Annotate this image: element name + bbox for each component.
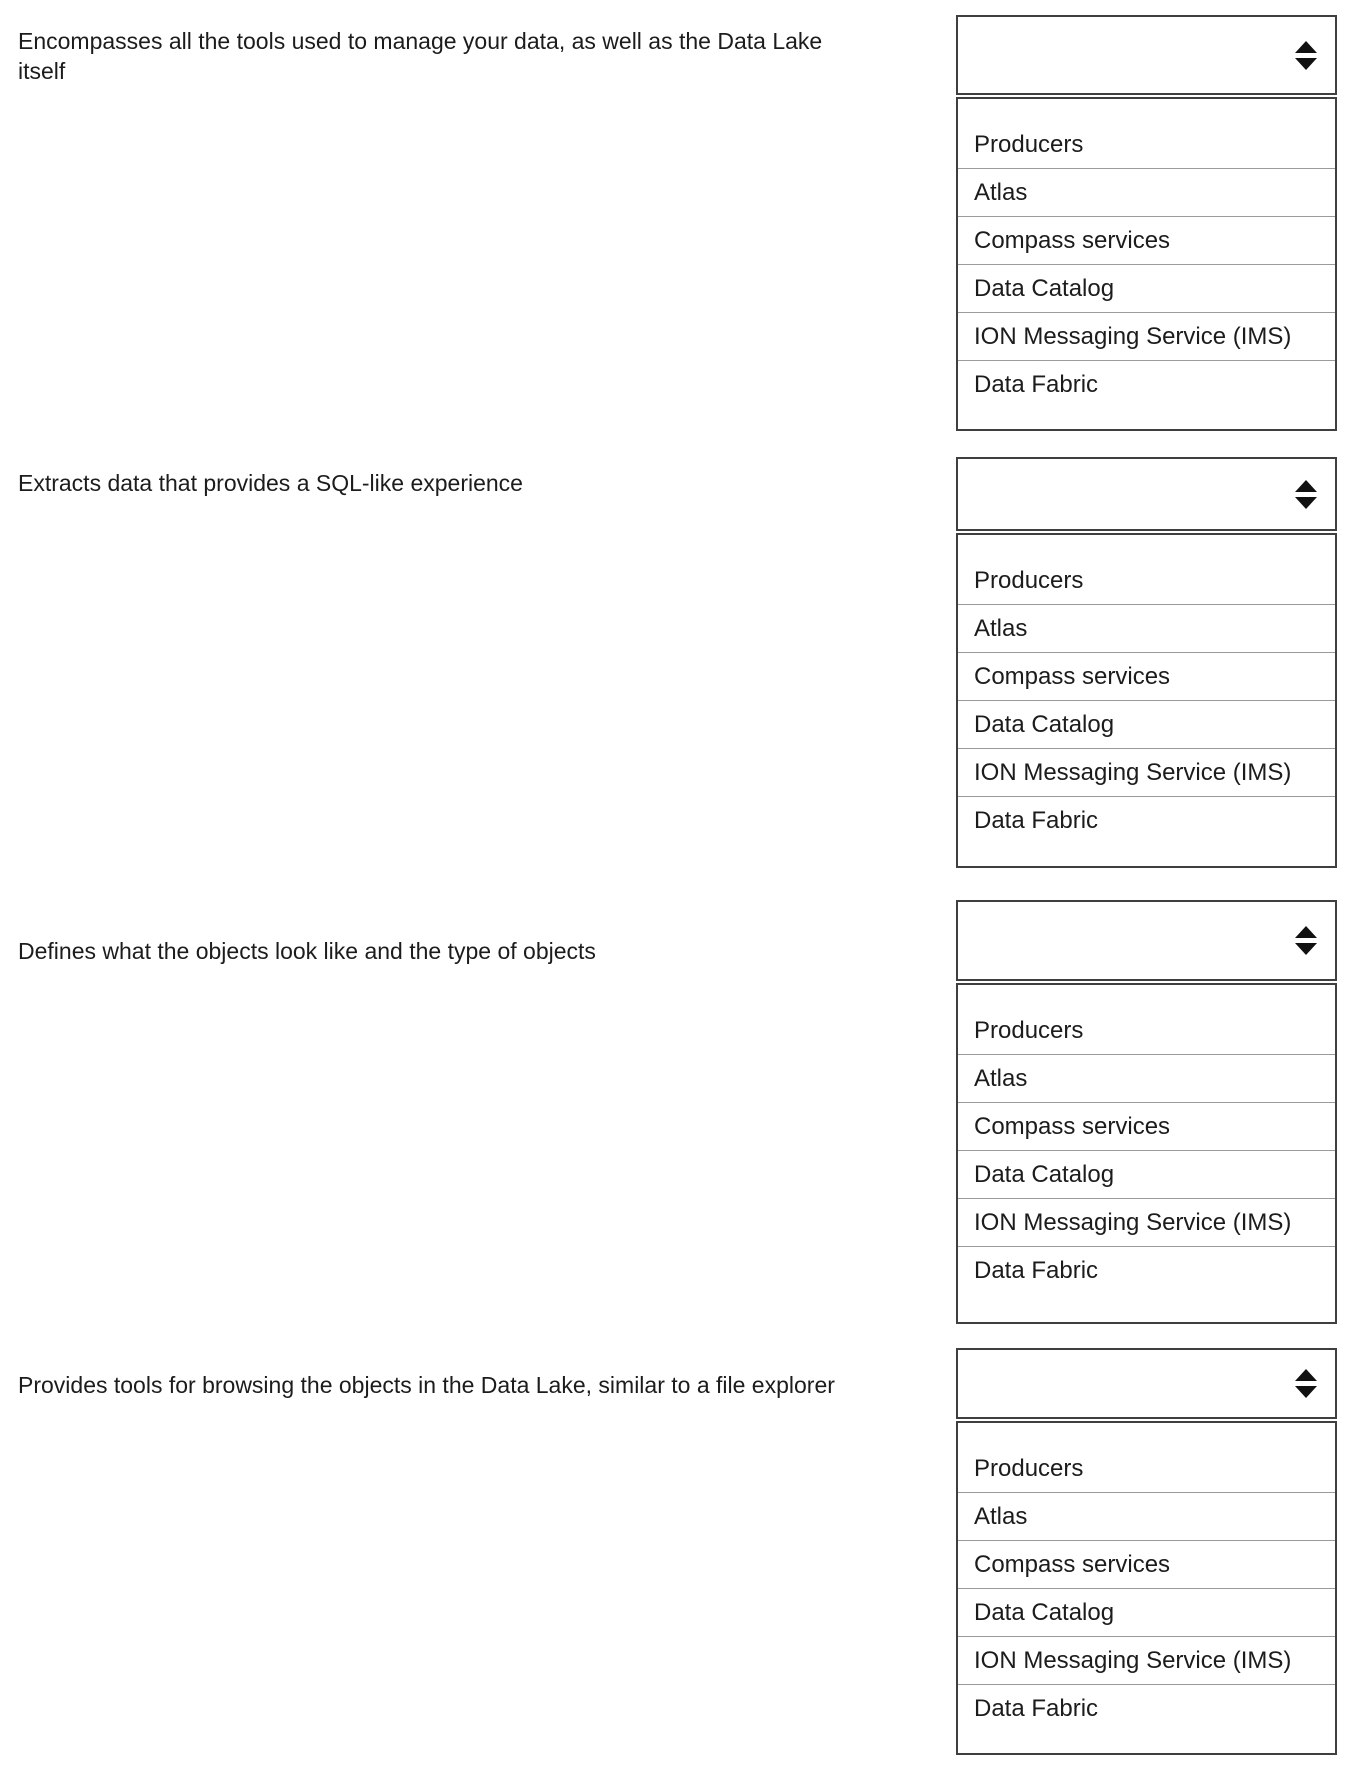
updown-arrow-icon — [1295, 480, 1317, 509]
option-item[interactable]: Data Catalog — [958, 264, 1335, 312]
option-item[interactable]: Atlas — [958, 604, 1335, 652]
option-item[interactable]: Data Fabric — [958, 796, 1335, 844]
option-item[interactable]: ION Messaging Service (IMS) — [958, 312, 1335, 360]
arrow-up-icon — [1295, 480, 1317, 492]
option-item[interactable]: Atlas — [958, 1054, 1335, 1102]
option-item[interactable]: Compass services — [958, 1540, 1335, 1588]
question-prompt: Defines what the objects look like and the type of objects — [18, 938, 596, 964]
answer-select[interactable] — [956, 15, 1337, 95]
option-item[interactable]: ION Messaging Service (IMS) — [958, 748, 1335, 796]
option-item[interactable]: Data Catalog — [958, 1150, 1335, 1198]
question-prompt: Encompasses all the tools used to manage your data, as well as the Data Lake itself — [18, 28, 823, 84]
question-prompt: Extracts data that provides a SQL-like experience — [18, 470, 523, 496]
answer-select[interactable] — [956, 900, 1337, 981]
question-prompt: Provides tools for browsing the objects in the Data Lake, similar to a file explorer — [18, 1372, 835, 1398]
arrow-down-icon — [1295, 943, 1317, 955]
answer-options-listbox[interactable] — [956, 1421, 1337, 1755]
arrow-up-icon — [1295, 926, 1317, 938]
arrow-up-icon — [1295, 1369, 1317, 1381]
option-item[interactable]: Producers — [974, 1017, 1084, 1044]
option-item[interactable]: Data Catalog — [958, 700, 1335, 748]
arrow-down-icon — [1295, 1386, 1317, 1398]
option-item[interactable]: ION Messaging Service (IMS) — [958, 1198, 1335, 1246]
answer-options-listbox[interactable] — [956, 97, 1337, 431]
updown-arrow-icon — [1295, 41, 1317, 70]
answer-select[interactable] — [956, 457, 1337, 531]
answer-options-listbox[interactable] — [956, 983, 1337, 1324]
option-item[interactable]: Data Fabric — [958, 360, 1335, 408]
option-item[interactable]: Compass services — [958, 652, 1335, 700]
arrow-down-icon — [1295, 58, 1317, 70]
option-item[interactable]: Compass services — [958, 216, 1335, 264]
option-item[interactable]: Data Catalog — [958, 1588, 1335, 1636]
arrow-down-icon — [1295, 497, 1317, 509]
option-item[interactable]: Producers — [974, 567, 1084, 594]
option-item[interactable]: Data Fabric — [958, 1246, 1335, 1294]
option-item[interactable]: Atlas — [958, 1492, 1335, 1540]
option-item[interactable]: Producers — [974, 131, 1084, 158]
option-item[interactable]: Compass services — [958, 1102, 1335, 1150]
updown-arrow-icon — [1295, 1369, 1317, 1398]
option-item[interactable]: Producers — [974, 1455, 1084, 1482]
option-item[interactable]: ION Messaging Service (IMS) — [958, 1636, 1335, 1684]
option-item[interactable]: Data Fabric — [958, 1684, 1335, 1732]
arrow-up-icon — [1295, 41, 1317, 53]
answer-select[interactable] — [956, 1348, 1337, 1419]
answer-options-listbox[interactable] — [956, 533, 1337, 868]
option-item[interactable]: Atlas — [958, 168, 1335, 216]
updown-arrow-icon — [1295, 926, 1317, 955]
